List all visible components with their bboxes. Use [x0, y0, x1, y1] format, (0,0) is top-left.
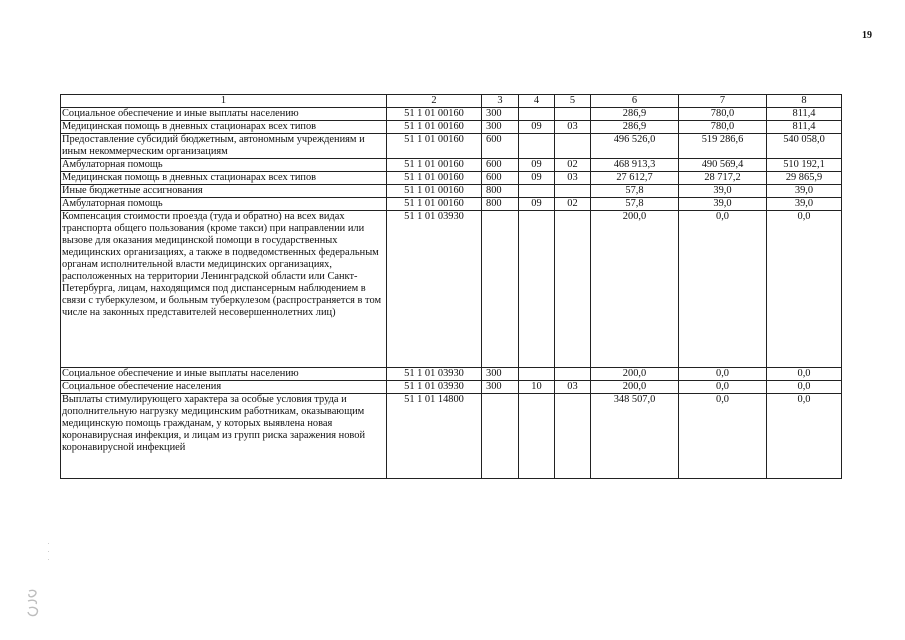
- row-pr-cell: 03: [555, 381, 591, 394]
- row-name-cell: Медицинская помощь в дневных стационарах всех типов: [61, 121, 387, 134]
- table-row: [61, 381, 842, 394]
- row-rz-cell: 09: [519, 198, 555, 211]
- handwritten-page-mark-icon: [26, 588, 40, 618]
- page-number: 19: [862, 30, 872, 41]
- table-row: [61, 159, 842, 172]
- row-value-col8: 811,4: [767, 121, 842, 134]
- row-rz-cell: 10: [519, 381, 555, 394]
- header-cell: 6: [591, 95, 679, 108]
- row-value-col7: 780,0: [679, 121, 767, 134]
- row-value-col6: 27 612,7: [591, 172, 679, 185]
- row-vr-cell: 300: [482, 368, 519, 381]
- row-value-col6: 200,0: [591, 211, 679, 368]
- table-header-row: [61, 95, 842, 108]
- row-code-cell: 51 1 01 00160: [387, 159, 482, 172]
- row-value-col7: 0,0: [679, 368, 767, 381]
- row-name-cell: Социальное обеспечение и иные выплаты населению: [61, 108, 387, 121]
- row-code-cell: 51 1 01 03930: [387, 211, 482, 368]
- row-name-cell: Амбулаторная помощь: [61, 159, 387, 172]
- scan-speck: [48, 551, 49, 552]
- row-vr-cell: [482, 211, 519, 368]
- row-pr-cell: [555, 134, 591, 159]
- row-value-col7: 780,0: [679, 108, 767, 121]
- row-pr-cell: [555, 394, 591, 479]
- row-value-col7: 0,0: [679, 394, 767, 479]
- row-rz-cell: 09: [519, 121, 555, 134]
- header-cell: 4: [519, 95, 555, 108]
- row-name-cell: Предоставление субсидий бюджетным, автономным учреждениям и иным некоммерческим организациям: [61, 134, 387, 159]
- row-value-col6: 286,9: [591, 121, 679, 134]
- row-pr-cell: [555, 108, 591, 121]
- row-name-cell: Социальное обеспечение и иные выплаты населению: [61, 368, 387, 381]
- table-row: [61, 121, 842, 134]
- row-pr-cell: [555, 185, 591, 198]
- row-value-col8: 510 192,1: [767, 159, 842, 172]
- row-name-cell: Иные бюджетные ассигнования: [61, 185, 387, 198]
- scan-speck: [48, 559, 49, 560]
- header-cell: 3: [482, 95, 519, 108]
- table-row: [61, 134, 842, 159]
- row-name-cell: Социальное обеспечение населения: [61, 381, 387, 394]
- row-pr-cell: 02: [555, 159, 591, 172]
- row-value-col7: 39,0: [679, 185, 767, 198]
- row-code-cell: 51 1 01 00160: [387, 108, 482, 121]
- row-pr-cell: [555, 368, 591, 381]
- row-code-cell: 51 1 01 00160: [387, 134, 482, 159]
- row-code-cell: 51 1 01 03930: [387, 381, 482, 394]
- table-row: [61, 211, 842, 368]
- row-value-col8: 811,4: [767, 108, 842, 121]
- row-name-cell: Медицинская помощь в дневных стационарах всех типов: [61, 172, 387, 185]
- row-rz-cell: [519, 108, 555, 121]
- row-rz-cell: [519, 185, 555, 198]
- row-code-cell: 51 1 01 00160: [387, 121, 482, 134]
- row-code-cell: 51 1 01 00160: [387, 198, 482, 211]
- row-vr-cell: [482, 394, 519, 479]
- row-value-col7: 519 286,6: [679, 134, 767, 159]
- header-cell: 1: [61, 95, 387, 108]
- header-cell: 2: [387, 95, 482, 108]
- row-code-cell: 51 1 01 00160: [387, 172, 482, 185]
- table-row: [61, 394, 842, 479]
- row-value-col7: 39,0: [679, 198, 767, 211]
- row-pr-cell: [555, 211, 591, 368]
- row-rz-cell: [519, 394, 555, 479]
- row-value-col7: 28 717,2: [679, 172, 767, 185]
- row-value-col6: 57,8: [591, 198, 679, 211]
- row-vr-cell: 300: [482, 121, 519, 134]
- table-row: [61, 172, 842, 185]
- row-pr-cell: 03: [555, 172, 591, 185]
- row-rz-cell: [519, 211, 555, 368]
- row-value-col8: 0,0: [767, 368, 842, 381]
- row-value-col6: 57,8: [591, 185, 679, 198]
- row-vr-cell: 600: [482, 172, 519, 185]
- row-value-col7: 0,0: [679, 211, 767, 368]
- row-pr-cell: 03: [555, 121, 591, 134]
- table-row: [61, 108, 842, 121]
- row-code-cell: 51 1 01 03930: [387, 368, 482, 381]
- row-vr-cell: 800: [482, 198, 519, 211]
- row-vr-cell: 600: [482, 159, 519, 172]
- row-value-col6: 496 526,0: [591, 134, 679, 159]
- row-vr-cell: 300: [482, 381, 519, 394]
- row-value-col6: 200,0: [591, 381, 679, 394]
- row-value-col8: 0,0: [767, 211, 842, 368]
- row-value-col8: 39,0: [767, 198, 842, 211]
- row-name-cell: Компенсация стоимости проезда (туда и обратно) на всех видах транспорта общего пользования (кроме такси) при направлении или вызове для оказания медицинской помощи в государственных медицинских организациях, а также в подведомственных федеральным органам исполнительной власти медицинских организациях, расположенных на территории Ленинградской области или Санкт-Петербурга, лицам, находящимся под диспансерным наблюдением в связи с туберкулезом, и больным туберкулезом (распространяется в том числе на законных представителей несовершеннолетних лиц): [61, 211, 387, 368]
- table-row: [61, 198, 842, 211]
- row-pr-cell: 02: [555, 198, 591, 211]
- row-code-cell: 51 1 01 00160: [387, 185, 482, 198]
- row-value-col7: 0,0: [679, 381, 767, 394]
- row-rz-cell: [519, 134, 555, 159]
- row-code-cell: 51 1 01 14800: [387, 394, 482, 479]
- table-row: [61, 185, 842, 198]
- row-value-col8: 540 058,0: [767, 134, 842, 159]
- row-value-col6: 200,0: [591, 368, 679, 381]
- scan-speck: [48, 543, 49, 544]
- row-rz-cell: [519, 368, 555, 381]
- row-vr-cell: 300: [482, 108, 519, 121]
- row-vr-cell: 800: [482, 185, 519, 198]
- row-value-col8: 39,0: [767, 185, 842, 198]
- row-value-col8: 0,0: [767, 381, 842, 394]
- row-name-cell: Выплаты стимулирующего характера за особые условия труда и дополнительную нагрузку медицинским работникам, оказывающим медицинскую помощь гражданам, у которых выявлена новая коронавирусная инфекция, и лицам из групп риска заражения новой коронавирусной инфекцией: [61, 394, 387, 479]
- header-cell: 7: [679, 95, 767, 108]
- row-value-col6: 286,9: [591, 108, 679, 121]
- header-cell: 8: [767, 95, 842, 108]
- row-value-col6: 348 507,0: [591, 394, 679, 479]
- row-rz-cell: 09: [519, 172, 555, 185]
- table-row: [61, 368, 842, 381]
- budget-table: [60, 94, 842, 479]
- row-rz-cell: 09: [519, 159, 555, 172]
- row-value-col8: 0,0: [767, 394, 842, 479]
- row-value-col7: 490 569,4: [679, 159, 767, 172]
- row-name-cell: Амбулаторная помощь: [61, 198, 387, 211]
- row-value-col6: 468 913,3: [591, 159, 679, 172]
- header-cell: 5: [555, 95, 591, 108]
- row-value-col8: 29 865,9: [767, 172, 842, 185]
- row-vr-cell: 600: [482, 134, 519, 159]
